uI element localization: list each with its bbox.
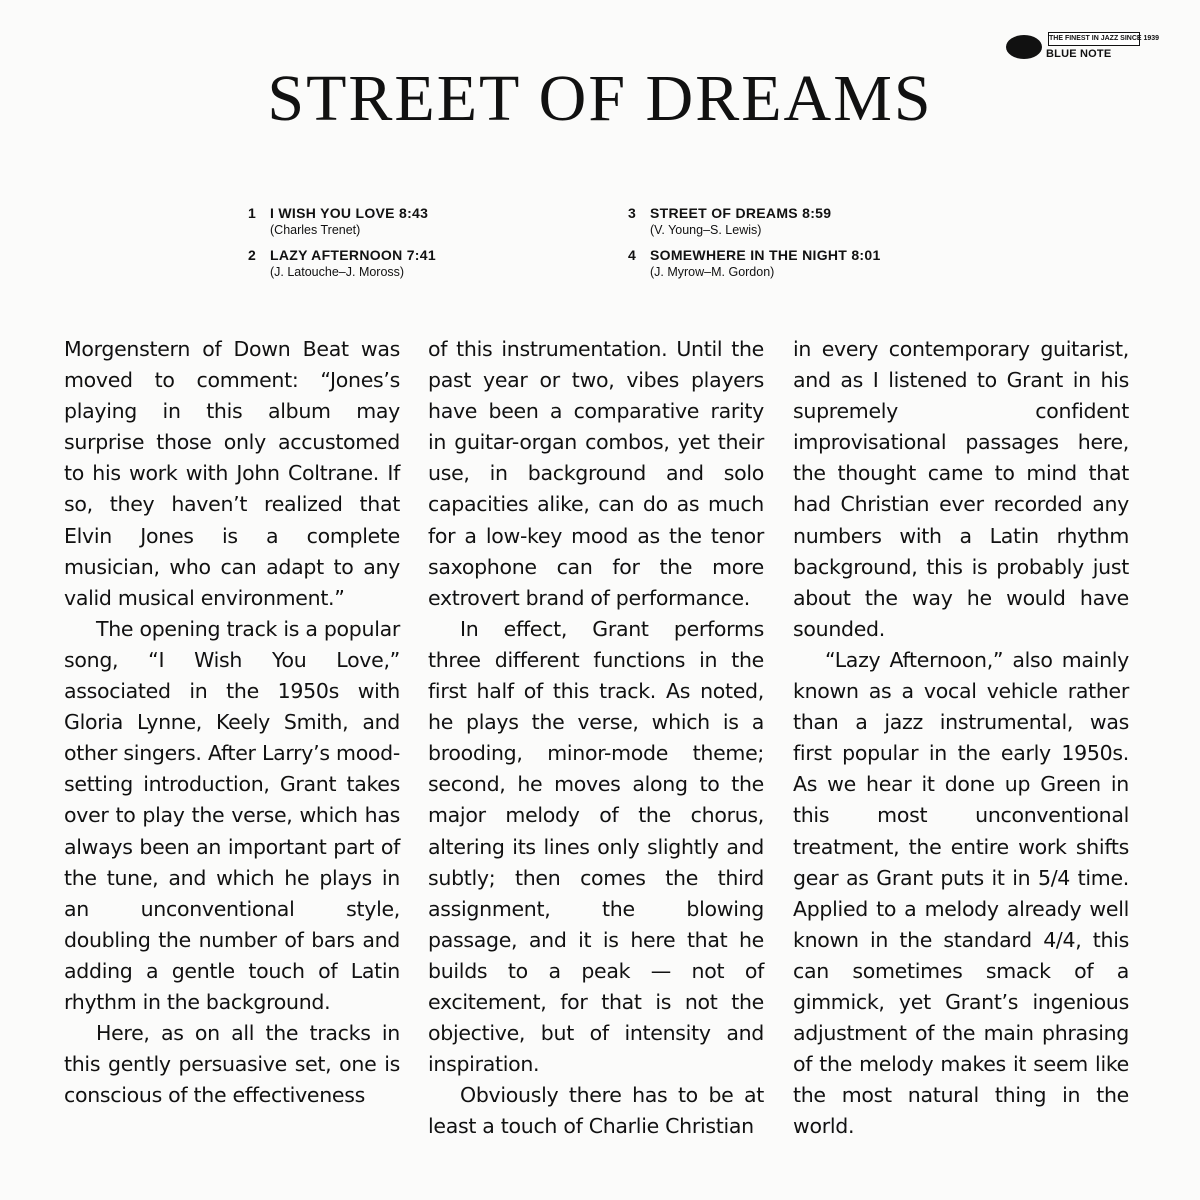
logo-label: BLUE NOTE [1046, 48, 1112, 60]
logo-tagline: THE FINEST IN JAZZ SINCE 1939 [1048, 32, 1140, 46]
paragraph: Morgenstern of Down Beat was moved to comment: “Jones’s playing in this album may surprise those only accustomed to his work with John Coltrane. If so, they haven’t realized that Elvin Jones is a complete musician, who can adapt to any valid musical environment.” [64, 337, 400, 610]
track-credit: (Charles Trenet) [270, 223, 361, 237]
track-title: I WISH YOU LOVE 8:43 [270, 205, 429, 221]
liner-notes-column-2 [428, 334, 764, 1142]
track-number: 3 [628, 205, 636, 221]
track-credit: (J. Myrow–M. Gordon) [650, 265, 775, 279]
liner-notes-column-1 [64, 334, 400, 1111]
track-title: LAZY AFTERNOON 7:41 [270, 247, 436, 263]
logo-oval-icon [1006, 35, 1042, 59]
track-number: 4 [628, 247, 636, 263]
track-title: STREET OF DREAMS 8:59 [650, 205, 832, 221]
track-title: SOMEWHERE IN THE NIGHT 8:01 [650, 247, 881, 263]
track-number: 1 [248, 205, 256, 221]
track-credit: (J. Latouche–J. Moross) [270, 265, 405, 279]
paragraph: In effect, Grant performs three different functions in the first half of this track. As noted, he plays the verse, which is a brooding, minor-mode theme; second, he moves along to the major melody of the chorus, altering its lines only slightly and subtly; then comes the third assignment, the blowing passage, and it is here that he builds to a peak — not of excitement, for that is not the objective, but of intensity and inspiration. [428, 616, 764, 1077]
paragraph: Here, as on all the tracks in this gently persuasive set, one is conscious of the effectiveness [64, 1021, 400, 1108]
paragraph: The opening track is a popular song, “I Wish You Love,” associated in the 1950s with Gloria Lynne, Keely Smith, and other singers. After Larry’s mood-setting introduction, Grant takes over to play the verse, which has always been an important part of the tune, and which he plays in an unconventional style, doubling the number of bars and adding a gentle touch of Latin rhythm in the background. [64, 616, 400, 1014]
paragraph: in every contemporary guitarist, and as I listened to Grant in his supremely confident improvisational passages here, the thought came to mind that had Christian ever recorded any numbers with a Latin rhythm background, this is probably just about the way he would have sounded. [793, 337, 1129, 641]
track-number: 2 [248, 247, 256, 263]
paragraph: of this instrumentation. Until the past year or two, vibes players have been a comparative rarity in guitar-organ combos, yet their use, in background and solo capacities alike, can do as much for a low-key mood as the tenor saxophone can for the more extrovert brand of performance. [428, 337, 764, 610]
liner-notes-column-3 [793, 334, 1129, 1142]
paragraph: Obviously there has to be at least a touch of Charlie Christian [428, 1083, 764, 1139]
album-title: STREET OF DREAMS [267, 62, 933, 135]
paragraph: “Lazy Afternoon,” also mainly known as a vocal vehicle rather than a jazz instrumental, was first popular in the early 1950s. As we hear it done up Green in this most unconventional treatment, the entire work shifts gear as Grant puts it in 5/4 time. Applied to a melody already well known in the standard 4/4, this can sometimes smack of a gimmick, yet Grant’s ingenious adjustment of the main phrasing of the melody makes it seem like the most natural thing in the world. [793, 647, 1129, 1139]
track-credit: (V. Young–S. Lewis) [650, 223, 762, 237]
